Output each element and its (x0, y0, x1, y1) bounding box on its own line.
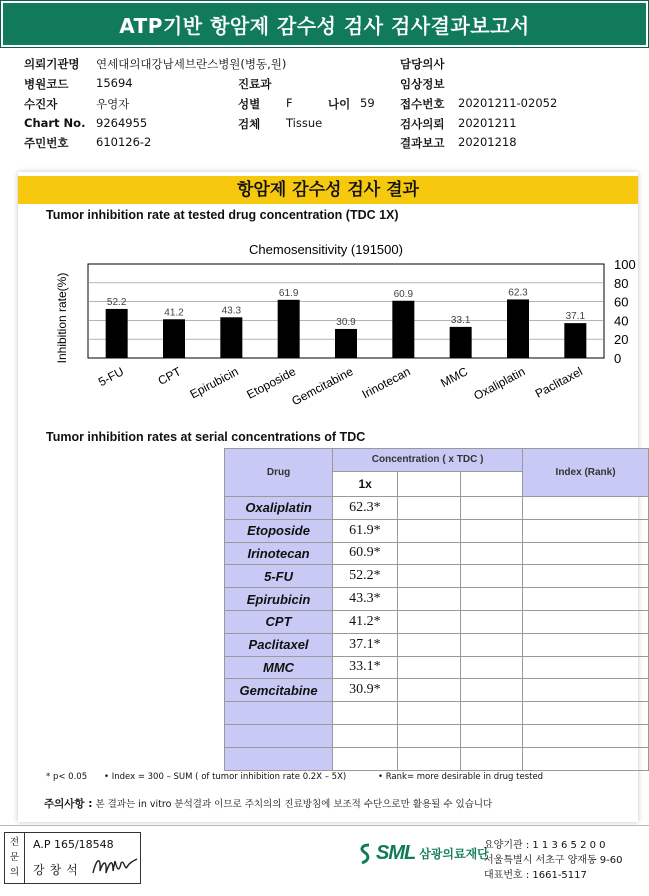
drug-cell: Paclitaxel (225, 633, 333, 656)
address: 서울특별시 서초구 양재동 9-60 (484, 855, 623, 866)
value-1x-cell: 41.2* (333, 610, 398, 633)
report-header (0, 0, 649, 48)
empty-concentration-cell (460, 656, 522, 679)
foundation-contact (484, 838, 623, 883)
table-row (225, 633, 649, 656)
empty-concentration-cell (398, 656, 460, 679)
signature-icon (91, 853, 139, 879)
chart-value-label: 43.3 (221, 305, 242, 317)
empty-concentration-cell (460, 542, 522, 565)
chart-bar (278, 300, 300, 358)
empty-concentration-cell (398, 747, 460, 770)
value-1x-cell: 52.2* (333, 565, 398, 588)
stamp-side-label: 전 문 의 (5, 833, 25, 883)
chart-bar (450, 327, 472, 358)
patient-label: 수진자 (24, 97, 58, 111)
index-rank-cell (523, 565, 649, 588)
table-row (225, 519, 649, 542)
sex-label: 성별 (238, 97, 261, 111)
patient-value: 우영자 (96, 97, 130, 111)
doctor-label: 담당의사 (400, 57, 445, 71)
value-1x-cell: 33.1* (333, 656, 398, 679)
caution-label: 주의사항 : (44, 798, 93, 810)
ap-number: A.P 165/18548 (33, 838, 114, 851)
empty-concentration-cell (398, 542, 460, 565)
receipt-label: 접수번호 (400, 97, 445, 111)
clinical-label: 임상정보 (400, 77, 445, 91)
age-value: 59 (360, 96, 375, 110)
chart-bar (507, 299, 529, 358)
table-row (225, 610, 649, 633)
logo-text: SML (376, 842, 416, 864)
value-1x-cell: 30.9* (333, 679, 398, 702)
drug-cell (225, 702, 333, 725)
drug-cell: 5-FU (225, 565, 333, 588)
chart-x-tick-label: Irinotecan (359, 364, 413, 402)
age-label: 나이 (328, 97, 351, 111)
drug-header: Drug (225, 449, 333, 497)
chart-x-tick-label: Oxaliplatin (471, 364, 528, 403)
care-code: 요양기관 : 1 1 3 6 5 2 0 0 (484, 840, 606, 851)
drug-cell (225, 747, 333, 770)
index-rank-cell (523, 610, 649, 633)
sml-logo (358, 842, 489, 865)
chart-bar (163, 319, 185, 358)
value-1x-cell: 37.1* (333, 633, 398, 656)
chart-value-label: 52.2 (106, 296, 127, 308)
empty-concentration-cell (398, 724, 460, 747)
empty-concentration-cell (398, 633, 460, 656)
col-empty-header (398, 471, 460, 496)
request-date-label: 검사의뢰 (400, 117, 445, 131)
table-row (225, 497, 649, 520)
chart-x-tick-label: Paclitaxel (532, 364, 585, 401)
hospital-code-value: 15694 (96, 76, 133, 90)
concentration-header: Concentration ( x TDC ) (333, 449, 523, 472)
index-rank-cell (523, 724, 649, 747)
drug-cell: MMC (225, 656, 333, 679)
value-1x-cell (333, 724, 398, 747)
empty-concentration-cell (460, 588, 522, 611)
col-1x-header: 1x (333, 471, 398, 496)
index-rank-header: Index (Rank) (523, 449, 649, 497)
drug-cell: Etoposide (225, 519, 333, 542)
sml-mark-icon (358, 843, 372, 865)
empty-concentration-cell (398, 702, 460, 725)
table-row (225, 724, 649, 747)
drug-cell: CPT (225, 610, 333, 633)
specimen-label: 검체 (238, 117, 261, 131)
table-row (225, 679, 649, 702)
index-rank-cell (523, 747, 649, 770)
index-rank-cell (523, 633, 649, 656)
chart-y-tick-label: 60 (614, 294, 629, 310)
footer-divider (0, 825, 649, 826)
empty-concentration-cell (460, 633, 522, 656)
table-row (225, 542, 649, 565)
chart-x-tick-label: CPT (155, 364, 184, 388)
table-row (225, 565, 649, 588)
empty-concentration-cell (398, 588, 460, 611)
value-1x-cell: 60.9* (333, 542, 398, 565)
chemosensitivity-chart (0, 230, 649, 430)
empty-concentration-cell (398, 610, 460, 633)
chart-y-axis-label: Inhibition rate(%) (55, 272, 69, 364)
sex-value: F (286, 96, 293, 110)
chart-bar (335, 329, 357, 358)
report-title: ATP기반 항암제 감수성 검사 검사결과보고서 (3, 3, 646, 45)
footnote-index: • Index = 300 – SUM ( of tumor inhibition rate 0.2X – 5X) (104, 772, 347, 782)
index-rank-cell (523, 679, 649, 702)
section2-title: Tumor inhibition rates at serial concentrations of TDC (46, 430, 366, 444)
table-row (225, 656, 649, 679)
empty-concentration-cell (460, 497, 522, 520)
footnote-p: * p< 0.05 (46, 772, 88, 782)
chart-y-tick-label: 100 (614, 257, 636, 272)
value-1x-cell (333, 702, 398, 725)
empty-concentration-cell (398, 679, 460, 702)
id-label: 주민번호 (24, 136, 69, 150)
chart-value-label: 62.3 (508, 287, 528, 299)
index-rank-cell (523, 519, 649, 542)
chart-label: Chart No. (24, 116, 86, 130)
foundation-name: 삼광의료재단 (419, 847, 489, 861)
chart-y-tick-label: 40 (614, 313, 629, 329)
section1-title: Tumor inhibition rate at tested drug concentration (TDC 1X) (46, 208, 399, 222)
chart-bar (220, 317, 242, 358)
chart-x-tick-label: MMC (438, 364, 471, 391)
drug-cell: Irinotecan (225, 542, 333, 565)
hospital-code-label: 병원코드 (24, 77, 69, 91)
chart-y-tick-label: 80 (614, 275, 629, 291)
index-rank-cell (523, 588, 649, 611)
chart-bar (392, 301, 414, 358)
report-date-value: 20201218 (458, 135, 517, 149)
phone: 대표번호 : 1661-5117 (484, 870, 587, 881)
empty-concentration-cell (460, 519, 522, 542)
specialist-stamp (4, 832, 141, 884)
value-1x-cell: 62.3* (333, 497, 398, 520)
empty-concentration-cell (398, 519, 460, 542)
empty-concentration-cell (398, 565, 460, 588)
chart-value-label: 33.1 (450, 314, 471, 326)
specimen-value: Tissue (286, 116, 323, 130)
institution-label: 의뢰기관명 (24, 57, 80, 71)
empty-concentration-cell (460, 565, 522, 588)
chart-y-tick-label: 20 (614, 332, 629, 348)
index-rank-cell (523, 656, 649, 679)
empty-concentration-cell (398, 497, 460, 520)
chart-x-tick-label: 5-FU (95, 364, 127, 390)
caution-note (44, 796, 492, 811)
empty-concentration-cell (460, 747, 522, 770)
chart-y-tick-label: 0 (614, 351, 622, 366)
table-row (225, 702, 649, 725)
value-1x-cell: 43.3* (333, 588, 398, 611)
chart-value-label: 37.1 (565, 311, 586, 323)
table-row (225, 747, 649, 770)
chart-bar (564, 323, 586, 358)
dept-label: 진료과 (238, 77, 272, 91)
drug-cell: Oxaliplatin (225, 497, 333, 520)
serial-concentration-table (224, 448, 649, 771)
index-rank-cell (523, 497, 649, 520)
chart-value-label: 41.2 (164, 307, 184, 319)
empty-concentration-cell (460, 679, 522, 702)
receipt-value: 20201211-02052 (458, 96, 558, 110)
table-row (225, 588, 649, 611)
chart-x-tick-label: Gemcitabine (289, 364, 356, 409)
result-title: 항암제 감수성 검사 결과 (18, 176, 638, 204)
value-1x-cell (333, 747, 398, 770)
request-date-value: 20201211 (458, 116, 517, 130)
drug-cell: Epirubicin (225, 588, 333, 611)
chart-bar (106, 309, 128, 358)
chart-x-tick-label: Epirubicin (187, 364, 241, 402)
institution-value: 연세대의대강남세브란스병원(병동,원) (96, 57, 287, 71)
specialist-name: 강창석 (33, 863, 83, 877)
empty-concentration-cell (460, 610, 522, 633)
empty-concentration-cell (460, 702, 522, 725)
drug-cell (225, 724, 333, 747)
index-rank-cell (523, 542, 649, 565)
id-value: 610126-2 (96, 135, 152, 149)
report-date-label: 결과보고 (400, 136, 445, 150)
footnote-rank: • Rank= more desirable in drug tested (378, 772, 544, 782)
empty-concentration-cell (460, 724, 522, 747)
value-1x-cell: 61.9* (333, 519, 398, 542)
chart-title: Chemosensitivity (191500) (249, 242, 403, 257)
chart-value-label: 60.9 (393, 288, 414, 300)
index-rank-cell (523, 702, 649, 725)
col-empty-header (460, 471, 522, 496)
caution-text: 본 결과는 in vitro 분석결과 이므로 주치의의 진료방침에 보조적 수단으로만 활용될 수 있습니다 (95, 799, 493, 810)
chart-x-tick-label: Etoposide (244, 364, 299, 402)
chart-value: 9264955 (96, 116, 148, 130)
chart-value-label: 30.9 (336, 316, 356, 328)
drug-cell: Gemcitabine (225, 679, 333, 702)
chart-value-label: 61.9 (278, 287, 299, 299)
